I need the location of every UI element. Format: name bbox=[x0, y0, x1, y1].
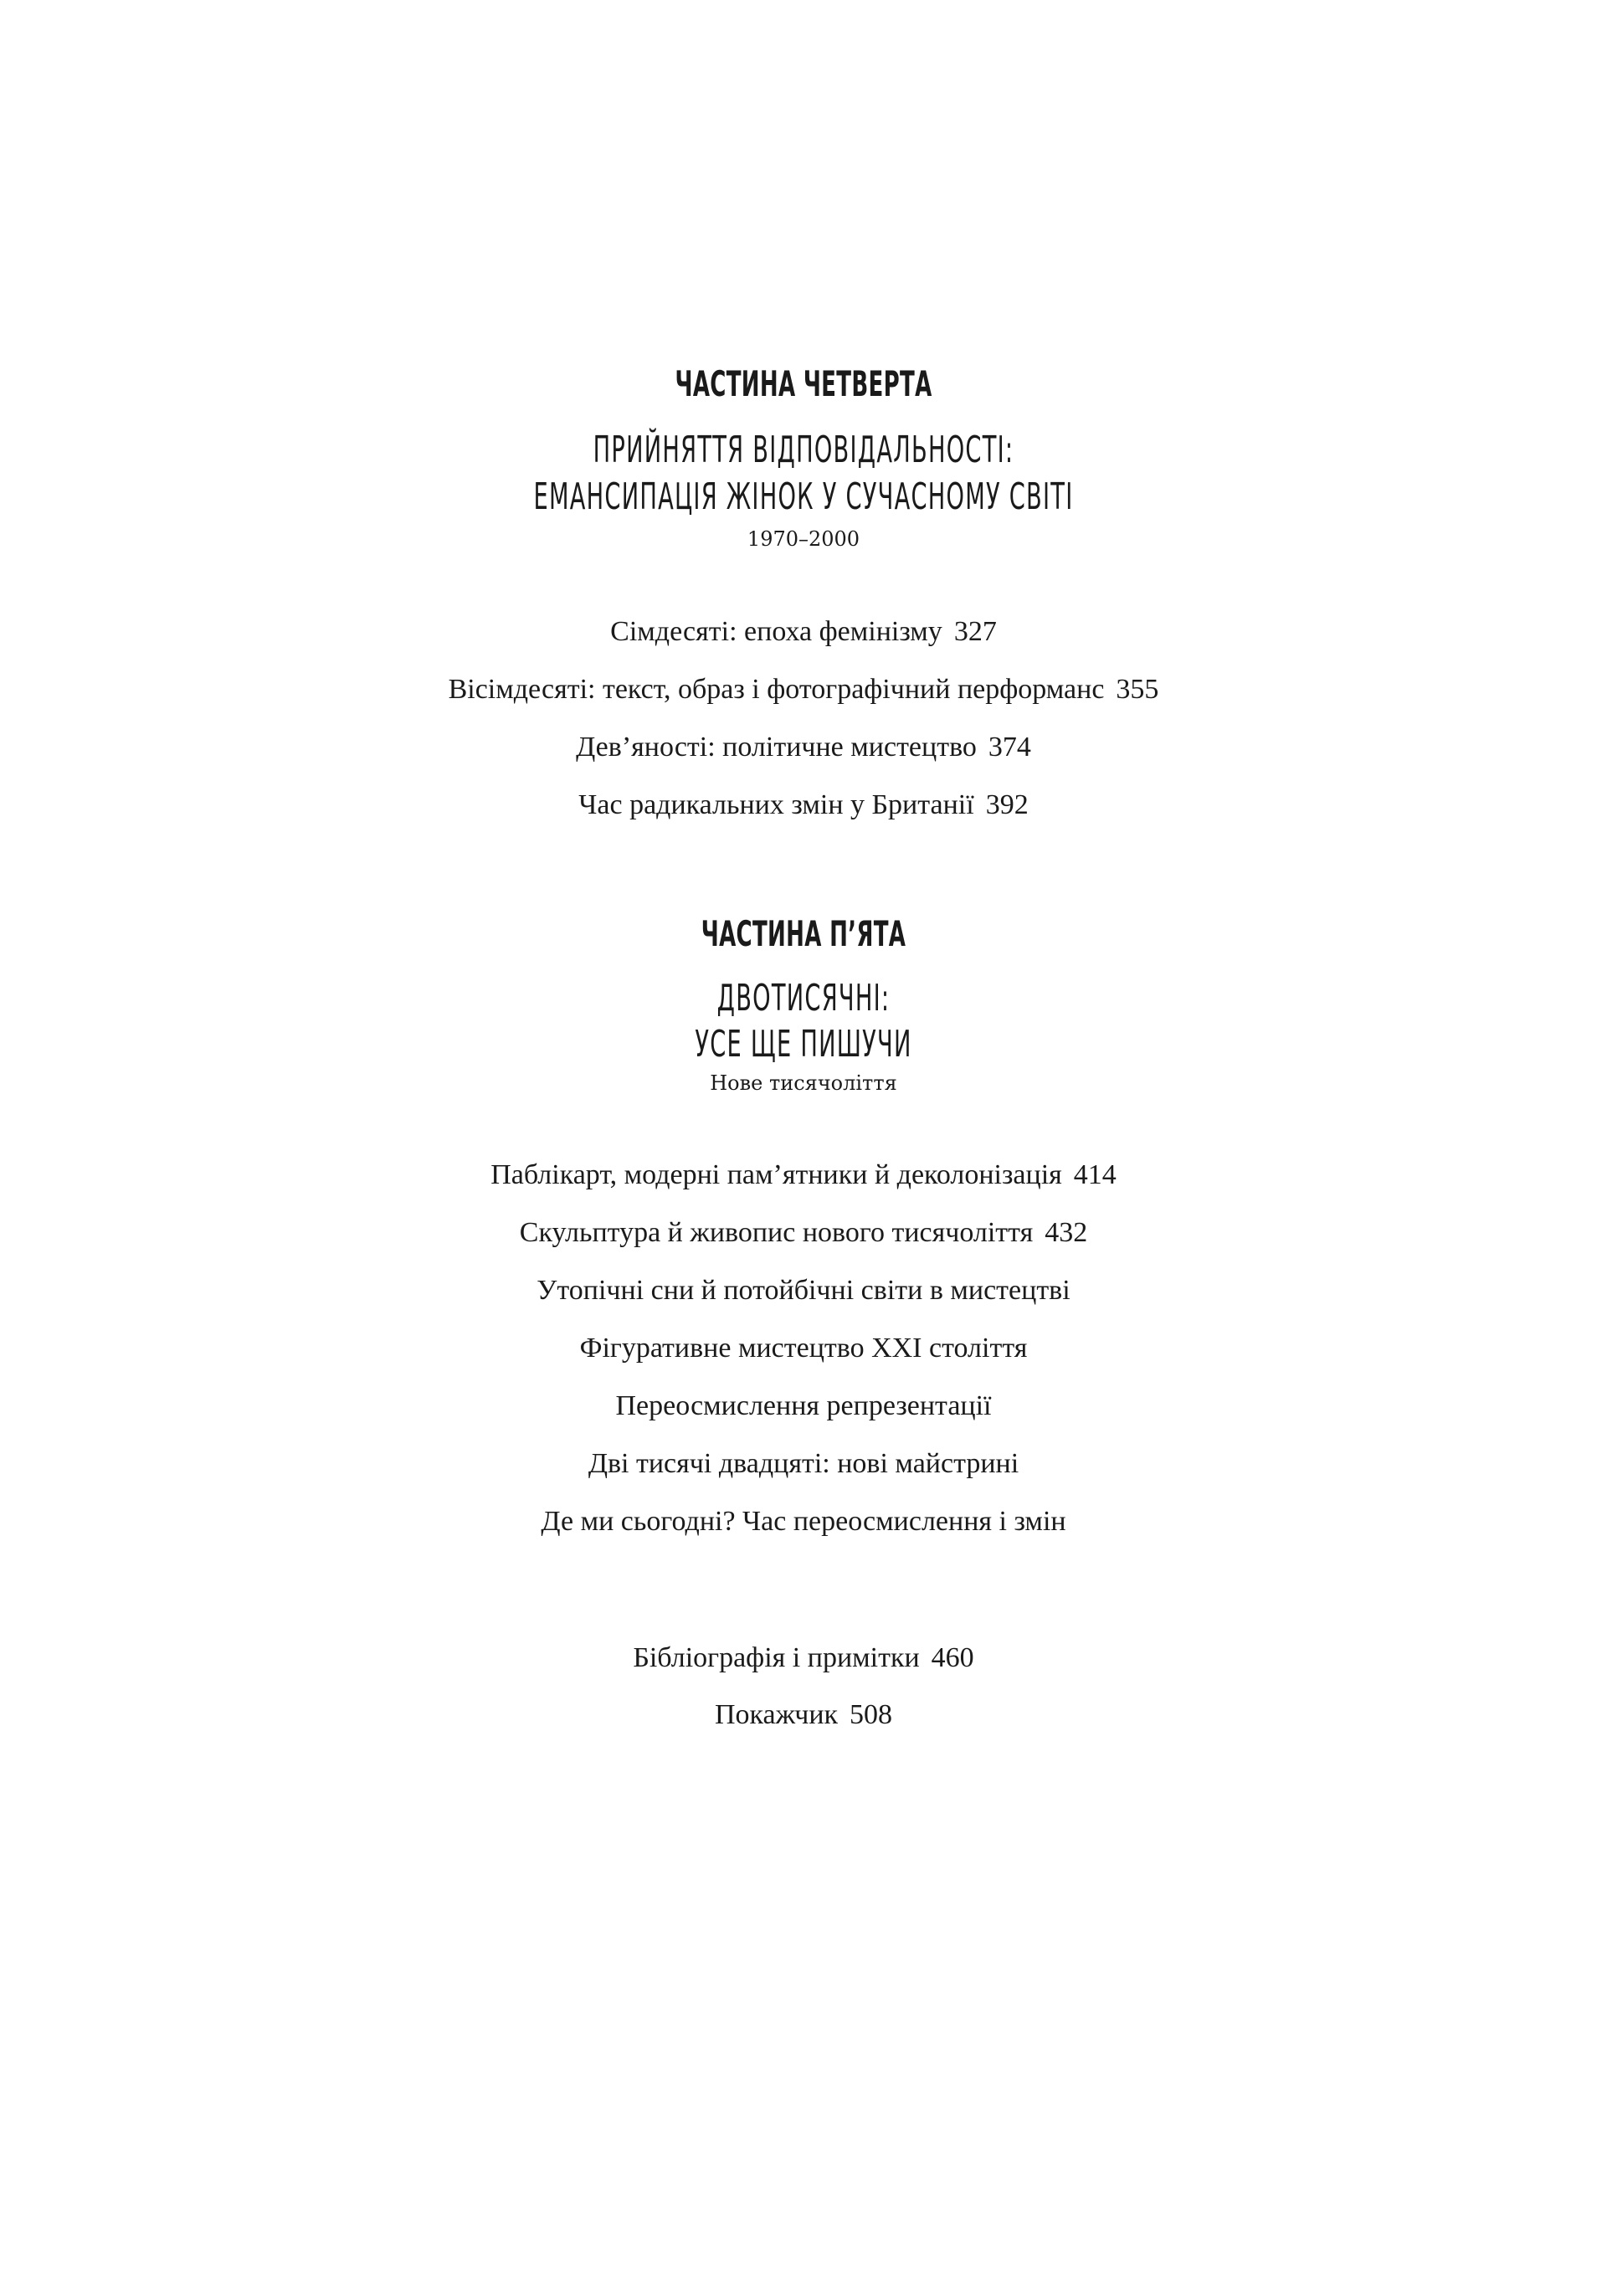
toc-entry[interactable] bbox=[0, 1506, 1607, 1538]
toc-entry-page: 508 bbox=[850, 1699, 893, 1730]
toc-entry[interactable] bbox=[0, 732, 1607, 763]
toc-entry-page: 327 bbox=[953, 616, 997, 647]
toc-entry[interactable] bbox=[0, 1390, 1607, 1422]
toc-entry-page: 374 bbox=[988, 732, 1031, 763]
toc-entry[interactable] bbox=[0, 1159, 1607, 1191]
toc-entry-page: 414 bbox=[1073, 1159, 1117, 1190]
toc-entry[interactable] bbox=[0, 1333, 1607, 1364]
toc-entry[interactable] bbox=[0, 1217, 1607, 1249]
toc-entry[interactable] bbox=[0, 789, 1607, 821]
toc-entry[interactable] bbox=[0, 616, 1607, 648]
toc-entry-page: 432 bbox=[1045, 1217, 1088, 1248]
part-five-label: ЧАСТИНА П’ЯТА bbox=[701, 913, 906, 954]
toc-entry-bibliography[interactable] bbox=[0, 1642, 1607, 1674]
toc-entry-title: Дві тисячі двадцяті: нові майстрині bbox=[588, 1448, 1019, 1479]
part-five-title-line-2: УСЕ ЩЕ ПИШУЧИ bbox=[695, 1023, 912, 1066]
toc-entry-page: 355 bbox=[1116, 674, 1159, 705]
toc-entry[interactable] bbox=[0, 1448, 1607, 1480]
toc-entry-title: Паблікарт, модерні пам’ятники й деколонізація bbox=[490, 1159, 1062, 1190]
part-five-title-line-1: ДВОТИСЯЧНІ: bbox=[716, 977, 891, 1020]
toc-entry-title: Сімдесяті: епоха фемінізму bbox=[610, 616, 942, 647]
toc-entry-index[interactable] bbox=[0, 1699, 1607, 1731]
part-four-title-line-2: ЕМАНСИПАЦІЯ ЖІНОК У СУЧАСНОМУ СВІТІ bbox=[533, 475, 1074, 518]
toc-entry-title: Час радикальних змін у Британії bbox=[578, 789, 974, 820]
toc-entry-title: Утопічні сни й потойбічні світи в мистецтві bbox=[537, 1275, 1070, 1306]
toc-entry-title: Дев’яності: політичне мистецтво bbox=[576, 732, 977, 763]
toc-entry[interactable] bbox=[0, 674, 1607, 706]
part-four-period: 1970–2000 bbox=[747, 527, 860, 551]
toc-entry-title: Бібліографія і примітки bbox=[633, 1642, 920, 1673]
toc-entry-title: Покажчик bbox=[714, 1699, 839, 1730]
toc-entry[interactable] bbox=[0, 1275, 1607, 1307]
toc-entry-title: Переосмислення репрезентації bbox=[615, 1390, 992, 1421]
toc-entry-page: 460 bbox=[931, 1642, 974, 1673]
part-four-label: ЧАСТИНА ЧЕТВЕРТА bbox=[675, 363, 932, 404]
toc-entry-title: Фігуративне мистецтво XXI століття bbox=[579, 1333, 1028, 1364]
toc-entry-title: Скульптура й живопис нового тисячоліття bbox=[519, 1217, 1034, 1248]
part-five-period: Нове тисячоліття bbox=[710, 1071, 897, 1095]
toc-entry-page: 392 bbox=[985, 789, 1029, 820]
toc-entry-title: Вісімдесяті: текст, образ і фотографічний перформанс bbox=[448, 674, 1105, 705]
toc-entry-title: Де ми сьогодні? Час переосмислення і змін bbox=[541, 1506, 1066, 1537]
part-four-title-line-1: ПРИЙНЯТТЯ ВІДПОВІДАЛЬНОСТІ: bbox=[593, 429, 1014, 471]
